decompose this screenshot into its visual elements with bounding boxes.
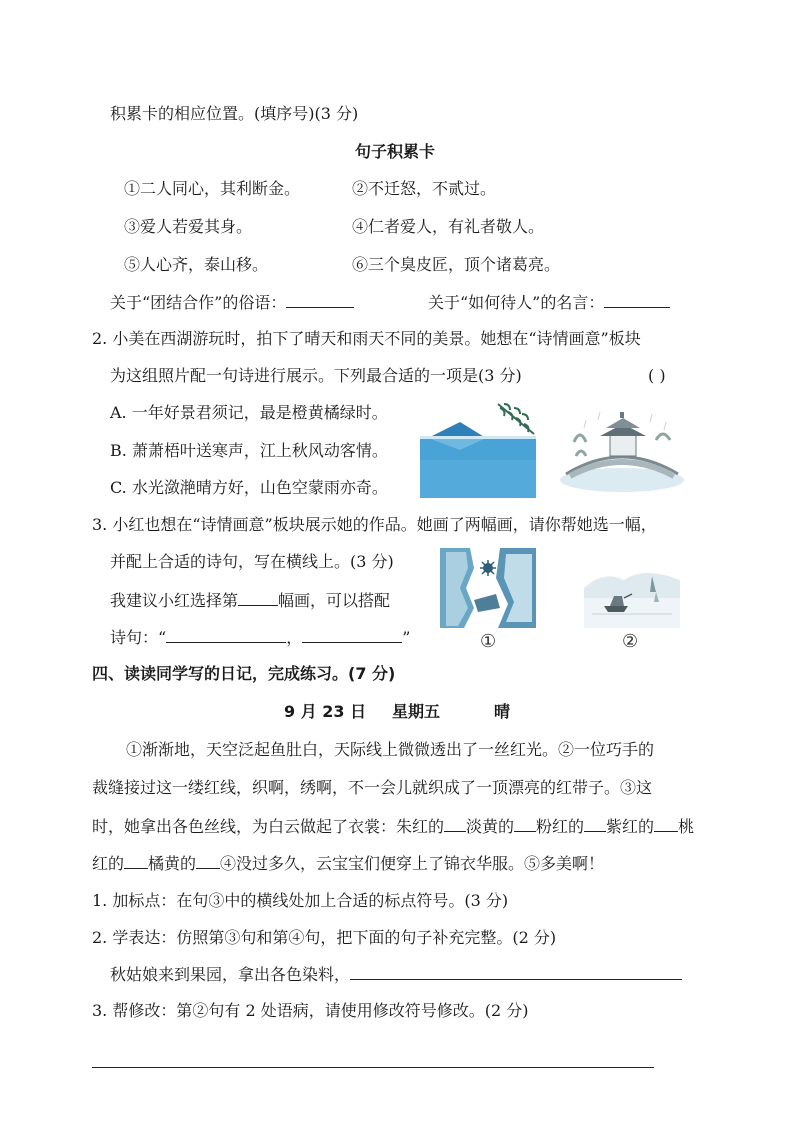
punctuation-blank[interactable] xyxy=(514,815,536,832)
card-item-4: ④仁者爱人，有礼者敬人。 xyxy=(352,217,545,236)
q1-intro-tail: 积累卡的相应位置。(填序号)(3 分) xyxy=(110,104,359,123)
punctuation-blank[interactable] xyxy=(654,815,678,832)
punctuation-blank[interactable] xyxy=(584,815,606,832)
sunny-lake-picture xyxy=(420,400,536,498)
card-item-3: ③爱人若爱其身。 xyxy=(124,217,253,236)
card-item-1: ①二人同心，其利断金。 xyxy=(124,179,301,198)
diary-line-2: 裁缝接过这一缕红线，织啊，绣啊，不一会儿就织成了一顶漂亮的红带子。③这 xyxy=(92,778,653,797)
q3-line3-label-b: 幅画，可以搭配 xyxy=(278,591,391,610)
q3-line1: 3. 小红也想在“诗情画意”板块展示她的作品。她画了两幅画，请你帮她选一幅， xyxy=(92,515,657,534)
punctuation-blank[interactable] xyxy=(196,852,220,869)
q3-line4-comma: ， xyxy=(286,628,303,647)
diary-line-3-text: 时，她拿出各色丝线，为白云做起了衣裳：朱红的 xyxy=(92,817,445,836)
color-word-2: 粉红的 xyxy=(536,817,585,836)
diary-weather: 晴 xyxy=(494,702,511,721)
color-word-4: 桃 xyxy=(678,817,695,836)
cliff-waterfall-picture xyxy=(440,548,536,628)
diary-line-4-text: ④没过多久，云宝宝们便穿上了锦衣华服。⑤多美啊！ xyxy=(220,854,605,873)
q1-fill-right-label: 关于“如何待人”的名言： xyxy=(428,293,605,312)
answer-line[interactable] xyxy=(92,1067,654,1068)
q2-option-a: A. 一年好景君须记，最是橙黄橘绿时。 xyxy=(110,403,388,422)
q3-line3-label-a: 我建议小红选择第 xyxy=(110,591,239,610)
color-word-6: 橘黄的 xyxy=(148,854,197,873)
ex1-prompt: 1. 加标点：在句③中的横线处加上合适的标点符号。(3 分) xyxy=(92,891,509,910)
diary-line-4 xyxy=(92,852,604,875)
section4-heading: 四、读读同学写的日记，完成练习。(7 分) xyxy=(92,664,396,683)
color-word-3: 紫红的 xyxy=(606,817,655,836)
ex3-prompt: 3. 帮修改：第②句有 2 处语病，请使用修改符号修改。(2 分) xyxy=(92,1001,529,1020)
picture-label-1: ① xyxy=(480,631,497,652)
q2-option-c: C. 水光潋滟晴方好，山色空蒙雨亦奇。 xyxy=(110,478,388,497)
answer-blank[interactable] xyxy=(302,626,402,643)
q1-fill-left-label: 关于“团结合作”的俗语： xyxy=(110,293,287,312)
rainy-pavilion-picture xyxy=(556,400,688,498)
diary-line-1: ①渐渐地，天空泛起鱼肚白，天际线上微微透出了一丝红光。②一位巧手的 xyxy=(126,740,655,759)
q1-fill-left xyxy=(110,291,354,314)
q2-answer-paren[interactable]: ( ) xyxy=(648,366,666,385)
answer-blank[interactable] xyxy=(350,963,682,980)
answer-blank[interactable] xyxy=(166,626,286,643)
q1-fill-right xyxy=(428,291,670,314)
rainy-pavilion-drawing xyxy=(556,400,688,498)
color-word-1: 淡黄的 xyxy=(466,817,515,836)
q3-line4-label-a: 诗句：“ xyxy=(110,628,167,647)
snowy-boat-picture xyxy=(584,548,680,628)
card-item-5: ⑤人心齐，泰山移。 xyxy=(124,255,269,274)
answer-blank[interactable] xyxy=(604,291,670,308)
diary-line-3 xyxy=(92,815,694,838)
q3-line4-close-quote: ” xyxy=(402,628,411,647)
q3-line4 xyxy=(110,626,410,649)
answer-blank[interactable] xyxy=(286,291,354,308)
card-item-2: ②不迁怒，不贰过。 xyxy=(352,179,497,198)
diary-weekday: 星期五 xyxy=(392,702,441,721)
q2-option-b: B. 萧萧梧叶送寒声，江上秋风动客情。 xyxy=(110,441,388,460)
punctuation-blank[interactable] xyxy=(444,815,466,832)
sunny-lake-drawing xyxy=(420,400,536,498)
answer-blank[interactable] xyxy=(238,589,278,606)
punctuation-blank[interactable] xyxy=(124,852,148,869)
snowy-boat-drawing xyxy=(584,548,680,628)
q2-line2: 为这组照片配一句诗进行展示。下列最合适的一项是(3 分) xyxy=(110,366,522,385)
ex2-sentence-text: 秋姑娘来到果园，拿出各色染料， xyxy=(110,965,351,984)
ex2-prompt: 2. 学表达：仿照第③句和第④句，把下面的句子补充完整。(2 分) xyxy=(92,928,557,947)
q3-line2: 并配上合适的诗句，写在横线上。(3 分) xyxy=(110,552,394,571)
q2-line1: 2. 小美在西湖游玩时，拍下了晴天和雨天不同的美景。她想在“诗情画意”板块 xyxy=(92,329,641,348)
card-title: 句子积累卡 xyxy=(355,142,436,161)
color-word-5: 红的 xyxy=(92,854,125,873)
cliff-waterfall-drawing xyxy=(440,548,536,628)
q3-line3 xyxy=(110,589,390,612)
ex2-sentence xyxy=(110,963,682,986)
diary-date: 9 月 23 日 xyxy=(284,702,367,721)
picture-label-2: ② xyxy=(622,631,639,652)
card-item-6: ⑥三个臭皮匠，顶个诸葛亮。 xyxy=(352,255,561,274)
